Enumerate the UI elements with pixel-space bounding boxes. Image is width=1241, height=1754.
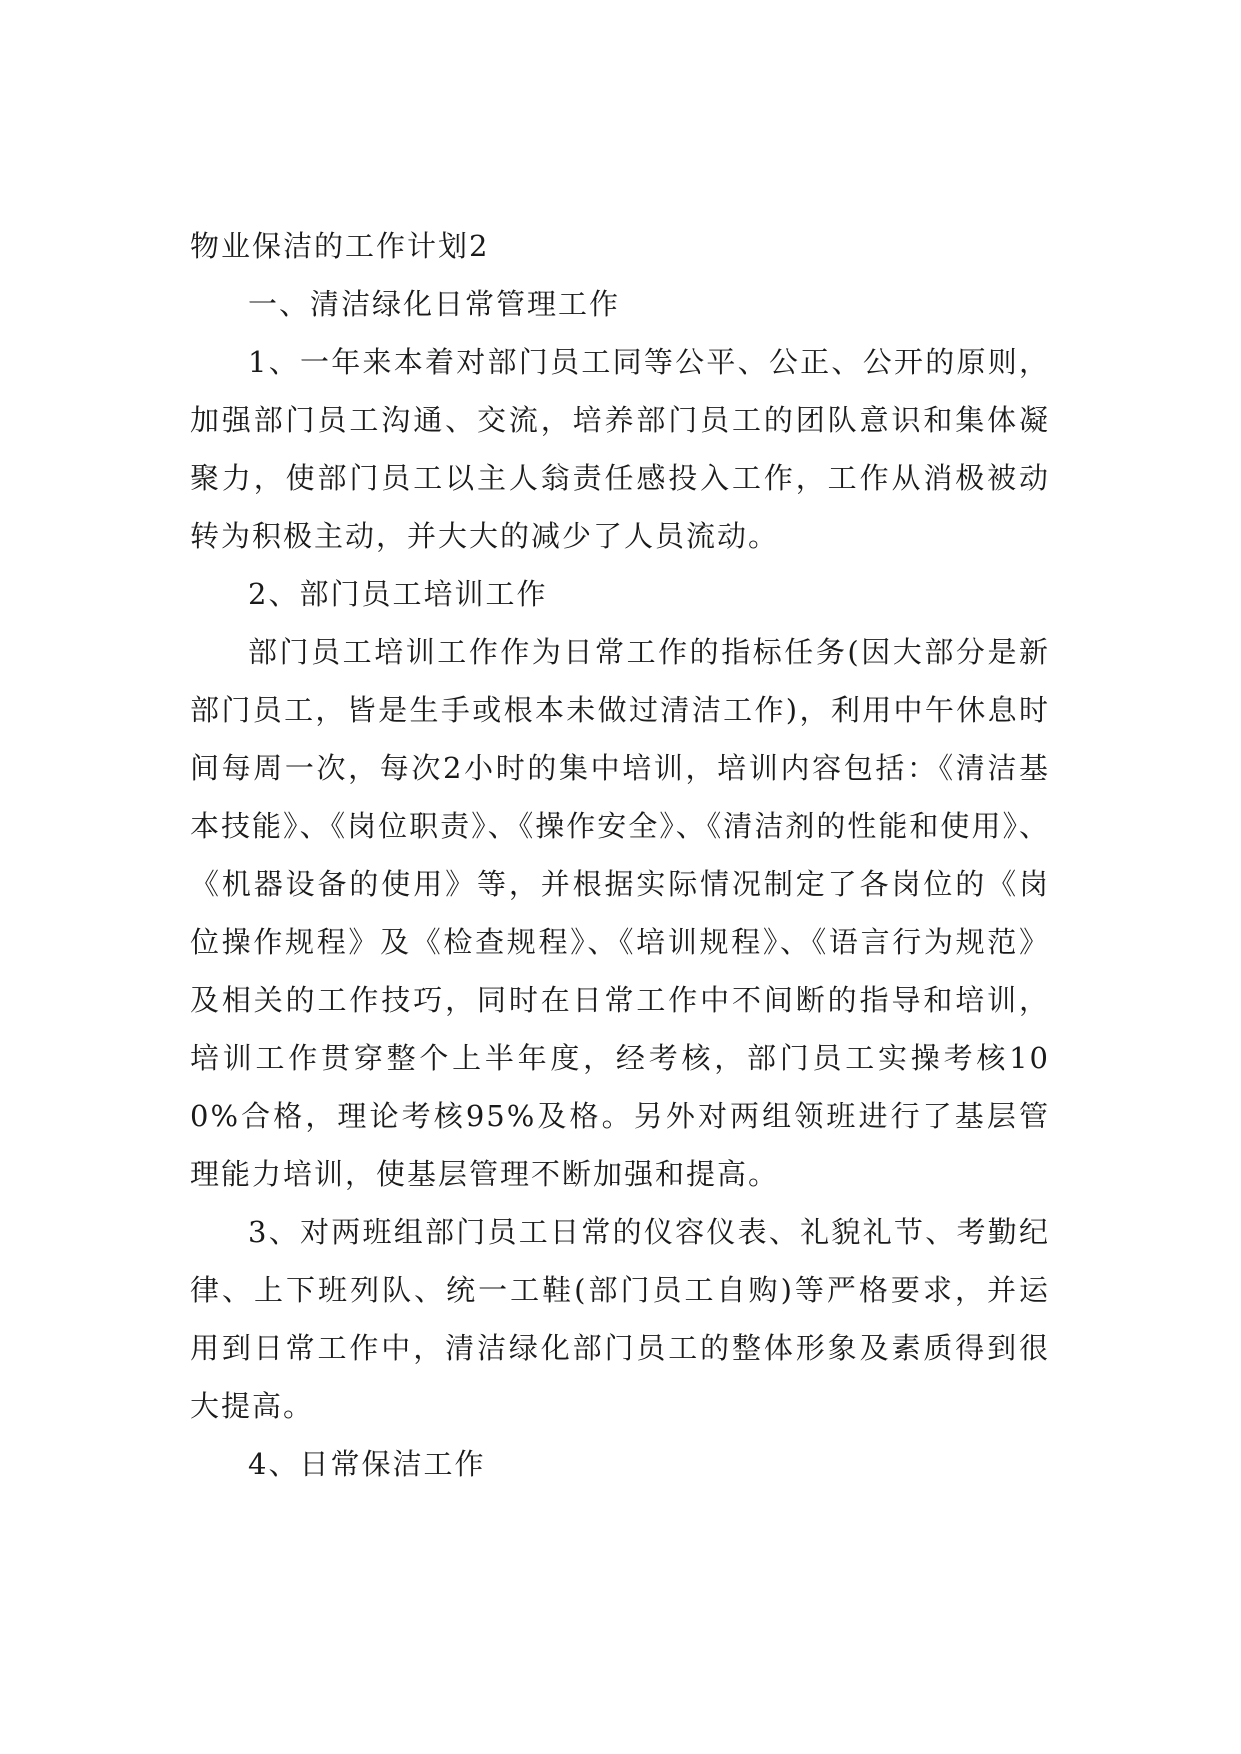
section-heading: 一、清洁绿化日常管理工作 (248, 287, 621, 321)
subsection-heading: 4、日常保洁工作 (248, 1447, 486, 1481)
paragraph: 部门员工培训工作作为日常工作的指标任务(因大部分是新部门员工，皆是生手或根本未做过清洁工作)，利用中午休息时间每周一次，每次2小时的集中培训，培训内容包括：《清洁基本技能》、《岗位职责》、《操作安全》、《清洁剂的性能和使用》、《机器设备的使用》等，并根据实际情况制定了各岗位的《岗位操作规程》及《检查规程》、《培训规程》、《语言行为规范》及相关的工作技巧，同时在日常工作中不间断的指导和培训，培训工作贯穿整个上半年度，经考核，部门员工实操考核100%合格，理论考核95%及格。另外对两组领班进行了基层管理能力培训，使基层管理不断加强和提高。 (190, 635, 1050, 1191)
document-body (190, 217, 1050, 1493)
subsection-heading: 2、部门员工培训工作 (248, 577, 548, 611)
document-title: 物业保洁的工作计划2 (190, 229, 490, 263)
paragraph: 3、对两班组部门员工日常的仪容仪表、礼貌礼节、考勤纪律、上下班列队、统一工鞋(部门员工自购)等严格要求，并运用到日常工作中，清洁绿化部门员工的整体形象及素质得到很大提高。 (190, 1215, 1050, 1423)
paragraph: 1、一年来本着对部门员工同等公平、公正、公开的原则，加强部门员工沟通、交流，培养部门员工的团队意识和集体凝聚力，使部门员工以主人翁责任感投入工作，工作从消极被动转为积极主动，并大大的减少了人员流动。 (190, 345, 1050, 553)
